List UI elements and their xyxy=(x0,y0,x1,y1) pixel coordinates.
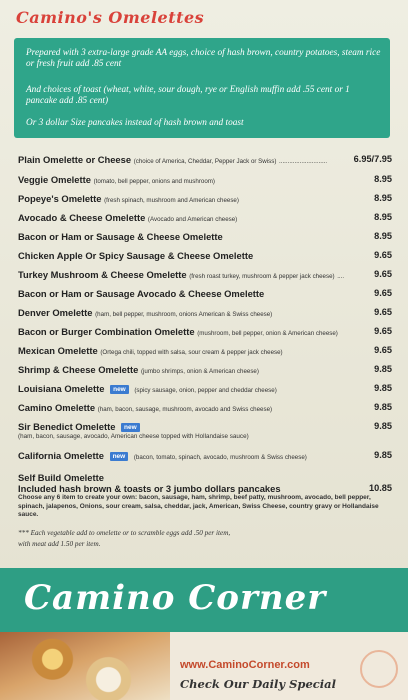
menu-item-chicken-apple xyxy=(18,250,392,261)
menu-item-bacon-ham-sausage xyxy=(18,231,392,242)
item-price: 8.95 xyxy=(374,212,392,222)
item-name: Self Build Omelette xyxy=(18,472,104,483)
item-desc: (Ortega chili, topped with salsa, sour cream & pepper jack cheese) xyxy=(100,349,283,356)
item-subtitle: Included hash brown & toasts or 3 jumbo dollars pancakes xyxy=(18,483,281,494)
item-desc: (bacon, tomato, spinach, avocado, mushroom & Swiss cheese) xyxy=(133,454,307,461)
item-desc: (spicy sausage, onion, pepper and cheddar cheese) xyxy=(134,387,277,394)
item-price: 9.85 xyxy=(374,402,392,412)
item-name: Camino Omelette xyxy=(18,402,96,413)
food-photo xyxy=(0,632,175,700)
item-price: 9.85 xyxy=(374,383,392,393)
item-price: 8.95 xyxy=(374,174,392,184)
item-name: Veggie Omelette xyxy=(18,174,91,185)
item-price: 9.65 xyxy=(374,307,392,317)
item-desc: (fresh roast turkey, mushroom & pepper jack cheese) xyxy=(189,273,335,280)
item-price: 6.95/7.95 xyxy=(353,154,392,164)
item-price: 9.65 xyxy=(374,326,392,336)
item-name: Turkey Mushroom & Cheese Omelette xyxy=(18,269,187,280)
item-name: Sir Benedict Omelette xyxy=(18,421,116,432)
item-desc: (choice of America, Cheddar, Pepper Jack or Swiss) xyxy=(133,158,277,165)
item-name: California Omelette xyxy=(18,450,104,461)
menu-item-california-omelette xyxy=(18,450,392,461)
new-badge: new xyxy=(110,452,129,461)
item-desc: (tomato, bell pepper, onions and mushroom) xyxy=(93,178,215,185)
footnote-line-1: *** Each vegetable add to omelette or to scramble eggs add .50 per item, xyxy=(18,529,231,537)
item-name: Bacon or Burger Combination Omelette xyxy=(18,326,195,337)
item-price: 8.95 xyxy=(374,231,392,241)
item-name: Bacon or Ham or Sausage & Cheese Omelette xyxy=(18,231,223,242)
item-name: Plain Omelette or Cheese xyxy=(18,154,132,165)
menu-item-combination-omelette xyxy=(18,326,392,337)
menu-item-self-build xyxy=(18,472,392,528)
item-name: Avocado & Cheese Omelette xyxy=(18,212,146,223)
intro-line-1: Prepared with 3 extra-large grade AA eggs, choice of hash brown, country potatoes, steam rice or fresh fruit add .85 cent xyxy=(26,48,381,69)
item-price: 10.85 xyxy=(369,483,392,493)
website-link[interactable]: www.CaminoCorner.com xyxy=(180,659,310,671)
menu-item-popeyes-omelette xyxy=(18,193,392,204)
item-desc: (fresh spinach, mushroom and American cheese) xyxy=(104,197,239,204)
intro-box xyxy=(14,38,390,138)
item-desc: (ham, bacon, sausage, avocado, American cheese topped with Hollandaise sauce) xyxy=(18,433,249,440)
footnote-line-2: with meat add 1.50 per item. xyxy=(18,539,101,548)
item-dots: .... xyxy=(337,273,345,280)
item-dots: ............................ xyxy=(279,158,328,165)
footnote xyxy=(18,528,318,549)
menu-item-bacon-avocado xyxy=(18,288,392,299)
item-desc: (mushroom, bell pepper, onion & American cheese) xyxy=(197,330,338,337)
menu-item-mexican-omelette xyxy=(18,345,392,356)
item-price: 9.65 xyxy=(374,269,392,279)
item-price: 9.65 xyxy=(374,345,392,355)
menu-item-plain-omelette xyxy=(18,154,392,165)
menu-item-turkey-mushroom xyxy=(18,269,392,280)
decorative-swirl-icon xyxy=(360,650,398,688)
camino-corner-logo: Camino Corner xyxy=(24,578,327,618)
item-name: Denver Omelette xyxy=(18,307,93,318)
item-price: 9.85 xyxy=(374,421,392,431)
item-name: Louisiana Omelette xyxy=(18,383,105,394)
item-desc: (jumbo shrimps, onion & American cheese) xyxy=(140,368,259,375)
intro-line-3: Or 3 dollar Size pancakes instead of hash brown and toast xyxy=(26,118,244,128)
item-desc: Choose any 6 item to create your own: bacon, sausage, ham, shrimp, beef patty, mushroom, avocado, bell pepper, spinach, jalapenos, Onions, sour cream, salsa, cheddar, jack, American, Swiss Cheese, country gravy or Hollandaise sauce. xyxy=(18,494,379,519)
menu-item-shrimp-cheese xyxy=(18,364,392,375)
menu-item-veggie-omelette xyxy=(18,174,392,185)
menu-item-sir-benedict xyxy=(18,421,392,443)
item-desc: (Avocado and American cheese) xyxy=(147,216,238,223)
item-price: 9.85 xyxy=(374,450,392,460)
item-name: Popeye's Omelette xyxy=(18,193,102,204)
item-name: Mexican Omelette xyxy=(18,345,98,356)
item-price: 9.85 xyxy=(374,364,392,374)
daily-special-tagline: Check Our Daily Special xyxy=(180,677,336,691)
item-price: 8.95 xyxy=(374,193,392,203)
new-badge: new xyxy=(110,385,129,394)
menu-item-avocado-cheese xyxy=(18,212,392,223)
item-price: 9.65 xyxy=(374,288,392,298)
intro-line-2: And choices of toast (wheat, white, sour dough, rye or English muffin add .55 cent or 1 pancake add .85 cent) xyxy=(26,85,350,106)
menu-item-camino-omelette xyxy=(18,402,392,413)
item-desc: (ham, bell pepper, mushroom, onions American & Swiss cheese) xyxy=(95,311,273,318)
item-name: Shrimp & Cheese Omelette xyxy=(18,364,139,375)
item-name: Chicken Apple Or Spicy Sausage & Cheese Omelette xyxy=(18,250,254,261)
new-badge: new xyxy=(121,423,140,432)
item-name: Bacon or Ham or Sausage Avocado & Cheese Omelette xyxy=(18,288,265,299)
item-desc: (ham, bacon, sausage, mushroom, avocado and Swiss cheese) xyxy=(97,406,273,413)
menu-item-denver-omelette xyxy=(18,307,392,318)
menu-item-louisiana-omelette xyxy=(18,383,392,394)
item-price: 9.65 xyxy=(374,250,392,260)
page-title: Camino's Omelettes xyxy=(16,8,205,27)
